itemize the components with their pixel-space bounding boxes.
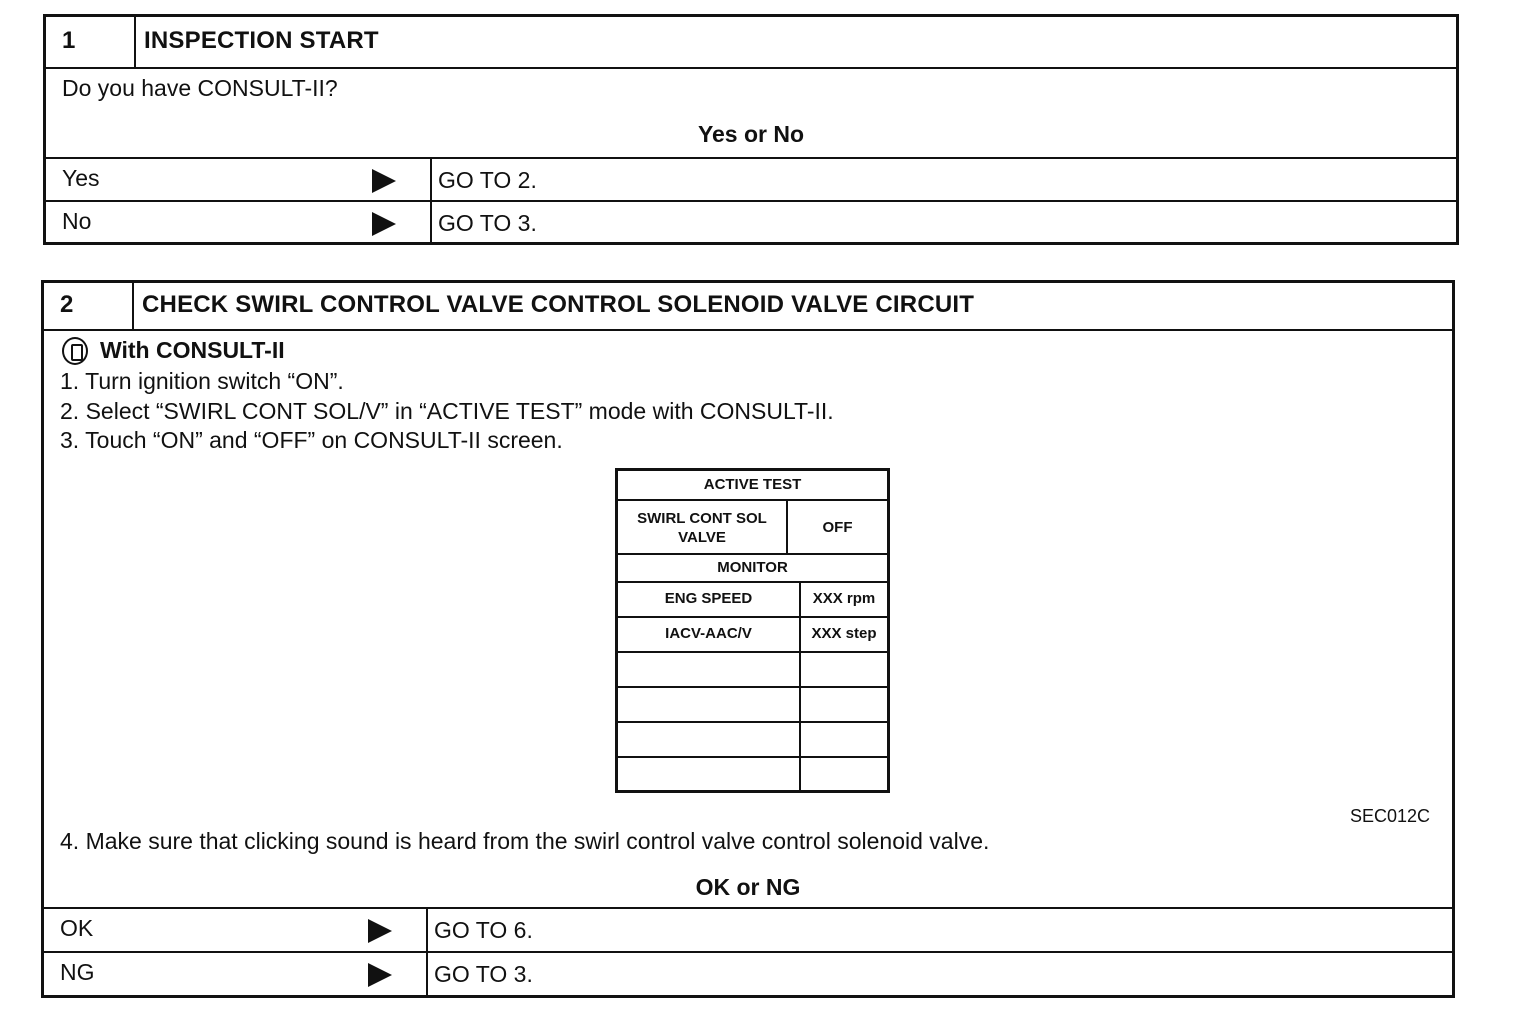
active-test-screen	[615, 468, 890, 793]
answer-label: OK	[60, 915, 94, 941]
step-2-header	[44, 283, 1452, 329]
answer-divider	[426, 953, 428, 995]
step-2-answer-prompt: OK or NG	[695, 874, 801, 900]
answer-label: Yes	[62, 165, 100, 191]
figure-code: SEC012C	[1350, 806, 1431, 826]
instruction-2: 2. Select “SWIRL CONT SOL/V” in “ACTIVE TEST” mode with CONSULT-II.	[60, 398, 834, 424]
screen-divider	[618, 553, 887, 555]
screen-divider	[618, 616, 887, 618]
right-triangle-arrow-icon	[372, 212, 396, 236]
answer-divider	[426, 909, 428, 951]
screen-header: ACTIVE TEST	[703, 476, 802, 493]
screen-divider	[618, 686, 887, 688]
answer-label: NG	[60, 959, 95, 985]
step-1-answer-prompt: Yes or No	[697, 121, 805, 147]
screen-divider	[618, 581, 887, 583]
answer-row-yes	[46, 157, 1456, 200]
step-2-title: CHECK SWIRL CONTROL VALVE CONTROL SOLENOID VALVE CIRCUIT	[142, 291, 975, 318]
instruction-4: 4. Make sure that clicking sound is heard from the swirl control valve control solenoid valve.	[60, 828, 990, 854]
screen-divider	[618, 721, 887, 723]
right-triangle-arrow-icon	[372, 169, 396, 193]
screen-divider	[618, 651, 887, 653]
screen-divider	[618, 499, 887, 501]
answer-label: No	[62, 208, 92, 234]
monitor-row-value: XXX rpm	[812, 590, 876, 607]
answer-target: GO TO 6.	[434, 917, 533, 943]
step-1-body	[46, 67, 1456, 157]
right-triangle-arrow-icon	[368, 963, 392, 987]
instruction-3: 3. Touch “ON” and “OFF” on CONSULT-II screen.	[60, 427, 563, 453]
answer-divider	[430, 202, 432, 242]
screen-monitor-label: MONITOR	[717, 559, 788, 576]
step-2-number: 2	[44, 283, 134, 329]
instruction-1: 1. Turn ignition switch “ON”.	[60, 368, 344, 394]
answer-row-ng	[44, 951, 1452, 995]
step-1-title: INSPECTION START	[144, 27, 379, 54]
step-1-number: 1	[46, 17, 136, 67]
answer-divider	[430, 159, 432, 200]
answer-target: GO TO 2.	[438, 167, 537, 193]
step-1-question: Do you have CONSULT-II?	[62, 75, 338, 101]
step-1-header	[46, 17, 1456, 67]
monitor-row-name: IACV-AAC/V	[665, 625, 752, 642]
with-consult-label: With CONSULT-II	[100, 337, 285, 363]
monitor-row-value: XXX step	[811, 625, 877, 642]
right-triangle-arrow-icon	[368, 919, 392, 943]
monitor-row-name: ENG SPEED	[664, 590, 753, 607]
answer-row-no	[46, 200, 1456, 242]
answer-row-ok	[44, 907, 1452, 951]
screen-item-label-line1: SWIRL CONT SOL	[637, 510, 767, 527]
screen-divider	[618, 756, 887, 758]
step-1-box	[43, 14, 1459, 245]
screen-item-value: OFF	[822, 519, 853, 536]
answer-target: GO TO 3.	[438, 210, 537, 236]
answer-target: GO TO 3.	[434, 961, 533, 987]
consult-ii-icon	[62, 337, 88, 365]
screen-item-label-line2: VALVE	[678, 529, 726, 546]
